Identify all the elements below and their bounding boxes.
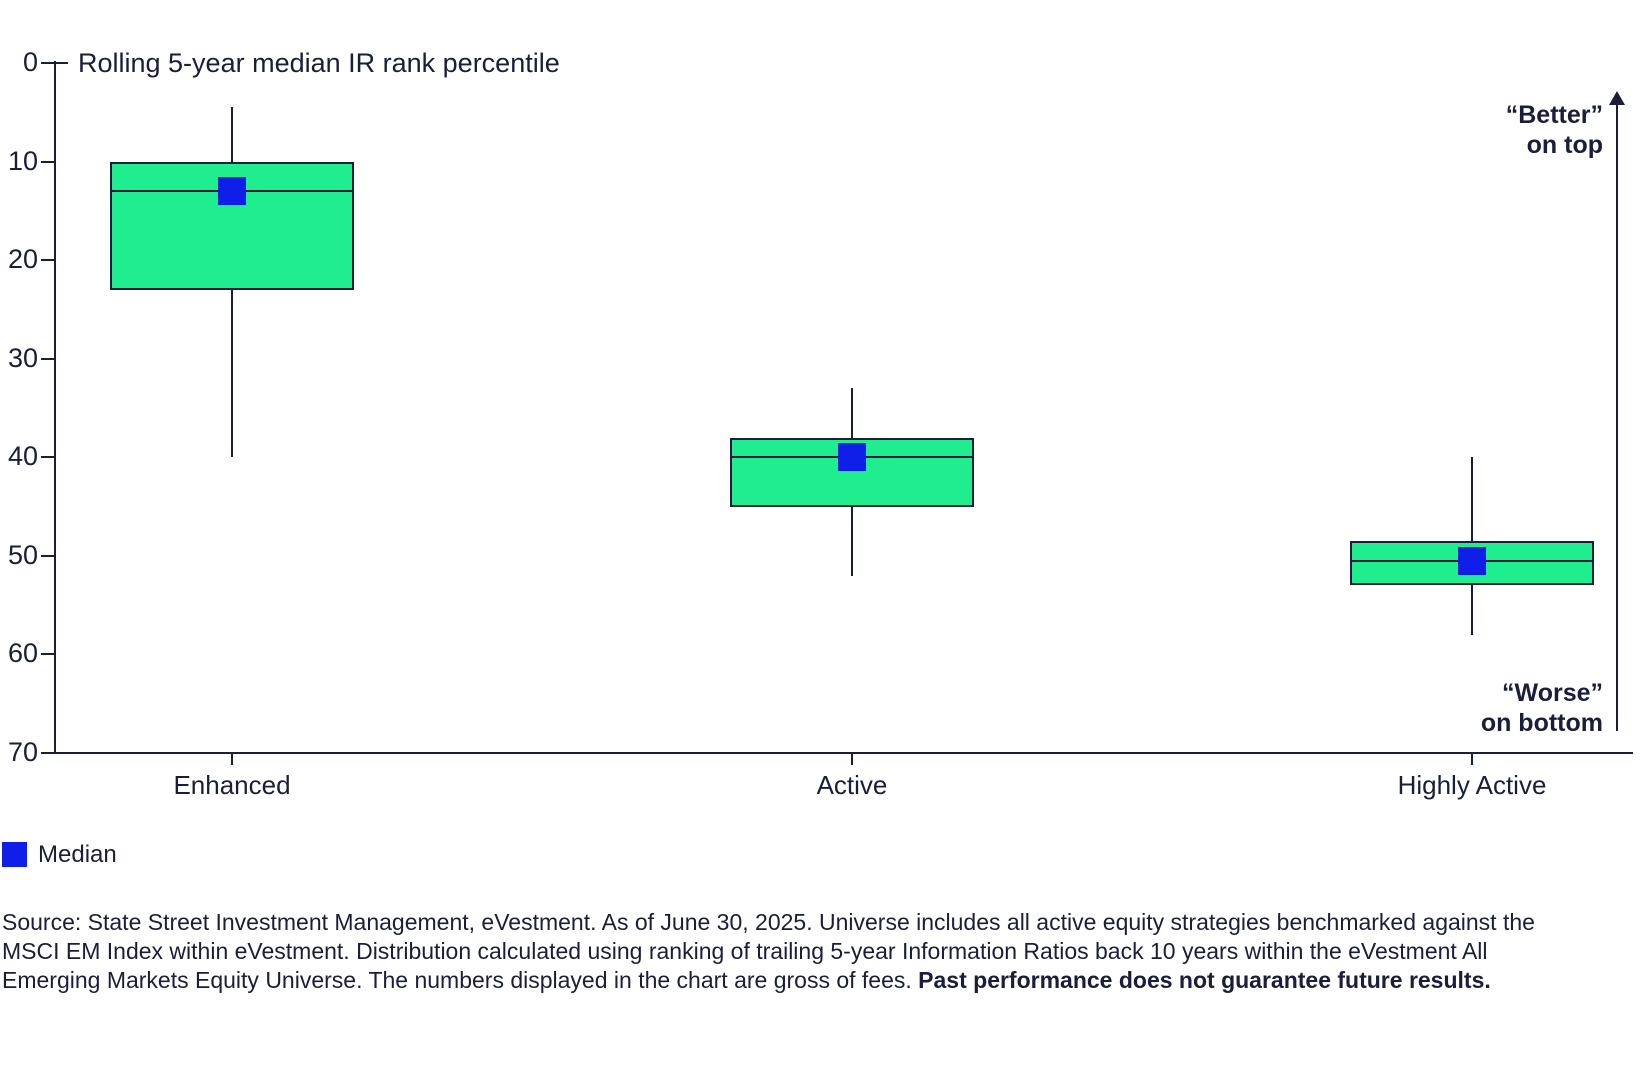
y-axis-tick-label: 70 (7, 737, 38, 767)
annotation-better-line2: on top (1526, 131, 1603, 159)
y-axis-tick (41, 358, 54, 360)
annotation-better-line1: “Better” (1505, 101, 1603, 129)
y-axis-tick-label: 10 (7, 145, 38, 176)
legend-label: Median (38, 841, 117, 868)
y-axis-tick (41, 161, 54, 163)
category-label-highly-active: Highly Active (1397, 770, 1547, 800)
better-worse-arrow-line (1616, 103, 1618, 731)
y-axis-tick-label: 40 (7, 441, 38, 472)
y-axis-tick (41, 62, 68, 64)
median-legend-swatch (2, 842, 27, 867)
annotation-better-on-top (1506, 100, 1603, 160)
x-axis-tick (851, 754, 853, 765)
y-axis-tick-label: 50 (7, 539, 38, 570)
median-marker-enhanced (218, 177, 246, 205)
x-axis-tick (231, 754, 233, 765)
source-text: Source: State Street Investment Management, eVestment. As of June 30, 2025. Universe includes all active equity strategies benchmarked against the MSCI EM Index within eVestment. Distribution calculated using ranking of trailing 5-year Information Ratios back 10 years within the eVestment All Emerging Markets Equity Universe. The numbers displayed in the chart are gross of fees. (2, 909, 1535, 993)
y-axis-tick-label: 20 (7, 244, 38, 275)
y-axis-tick-label: 0 (22, 47, 38, 77)
x-axis (45, 752, 1633, 754)
up-arrow-icon (1609, 91, 1625, 105)
x-axis-tick (1471, 754, 1473, 765)
chart-title: Rolling 5-year median IR rank percentile (78, 48, 560, 78)
median-marker-active (838, 443, 866, 471)
category-label-active: Active (816, 770, 888, 800)
annotation-worse-line1: “Worse” (1502, 679, 1603, 707)
source-disclaimer-bold: Past performance does not guarantee future results. (918, 967, 1491, 993)
median-marker-highly-active (1458, 547, 1486, 575)
y-axis-tick (41, 752, 54, 754)
y-axis-tick (41, 259, 54, 261)
y-axis-tick (41, 555, 54, 557)
y-axis-tick (41, 653, 54, 655)
source-note (2, 908, 1542, 995)
annotation-worse-on-bottom (1481, 678, 1603, 738)
y-axis-tick-label: 30 (7, 342, 38, 373)
y-axis (54, 61, 56, 754)
annotation-worse-line2: on bottom (1480, 709, 1603, 737)
y-axis-tick (41, 456, 54, 458)
category-label-enhanced: Enhanced (173, 770, 291, 800)
y-axis-tick-label: 60 (7, 638, 38, 669)
